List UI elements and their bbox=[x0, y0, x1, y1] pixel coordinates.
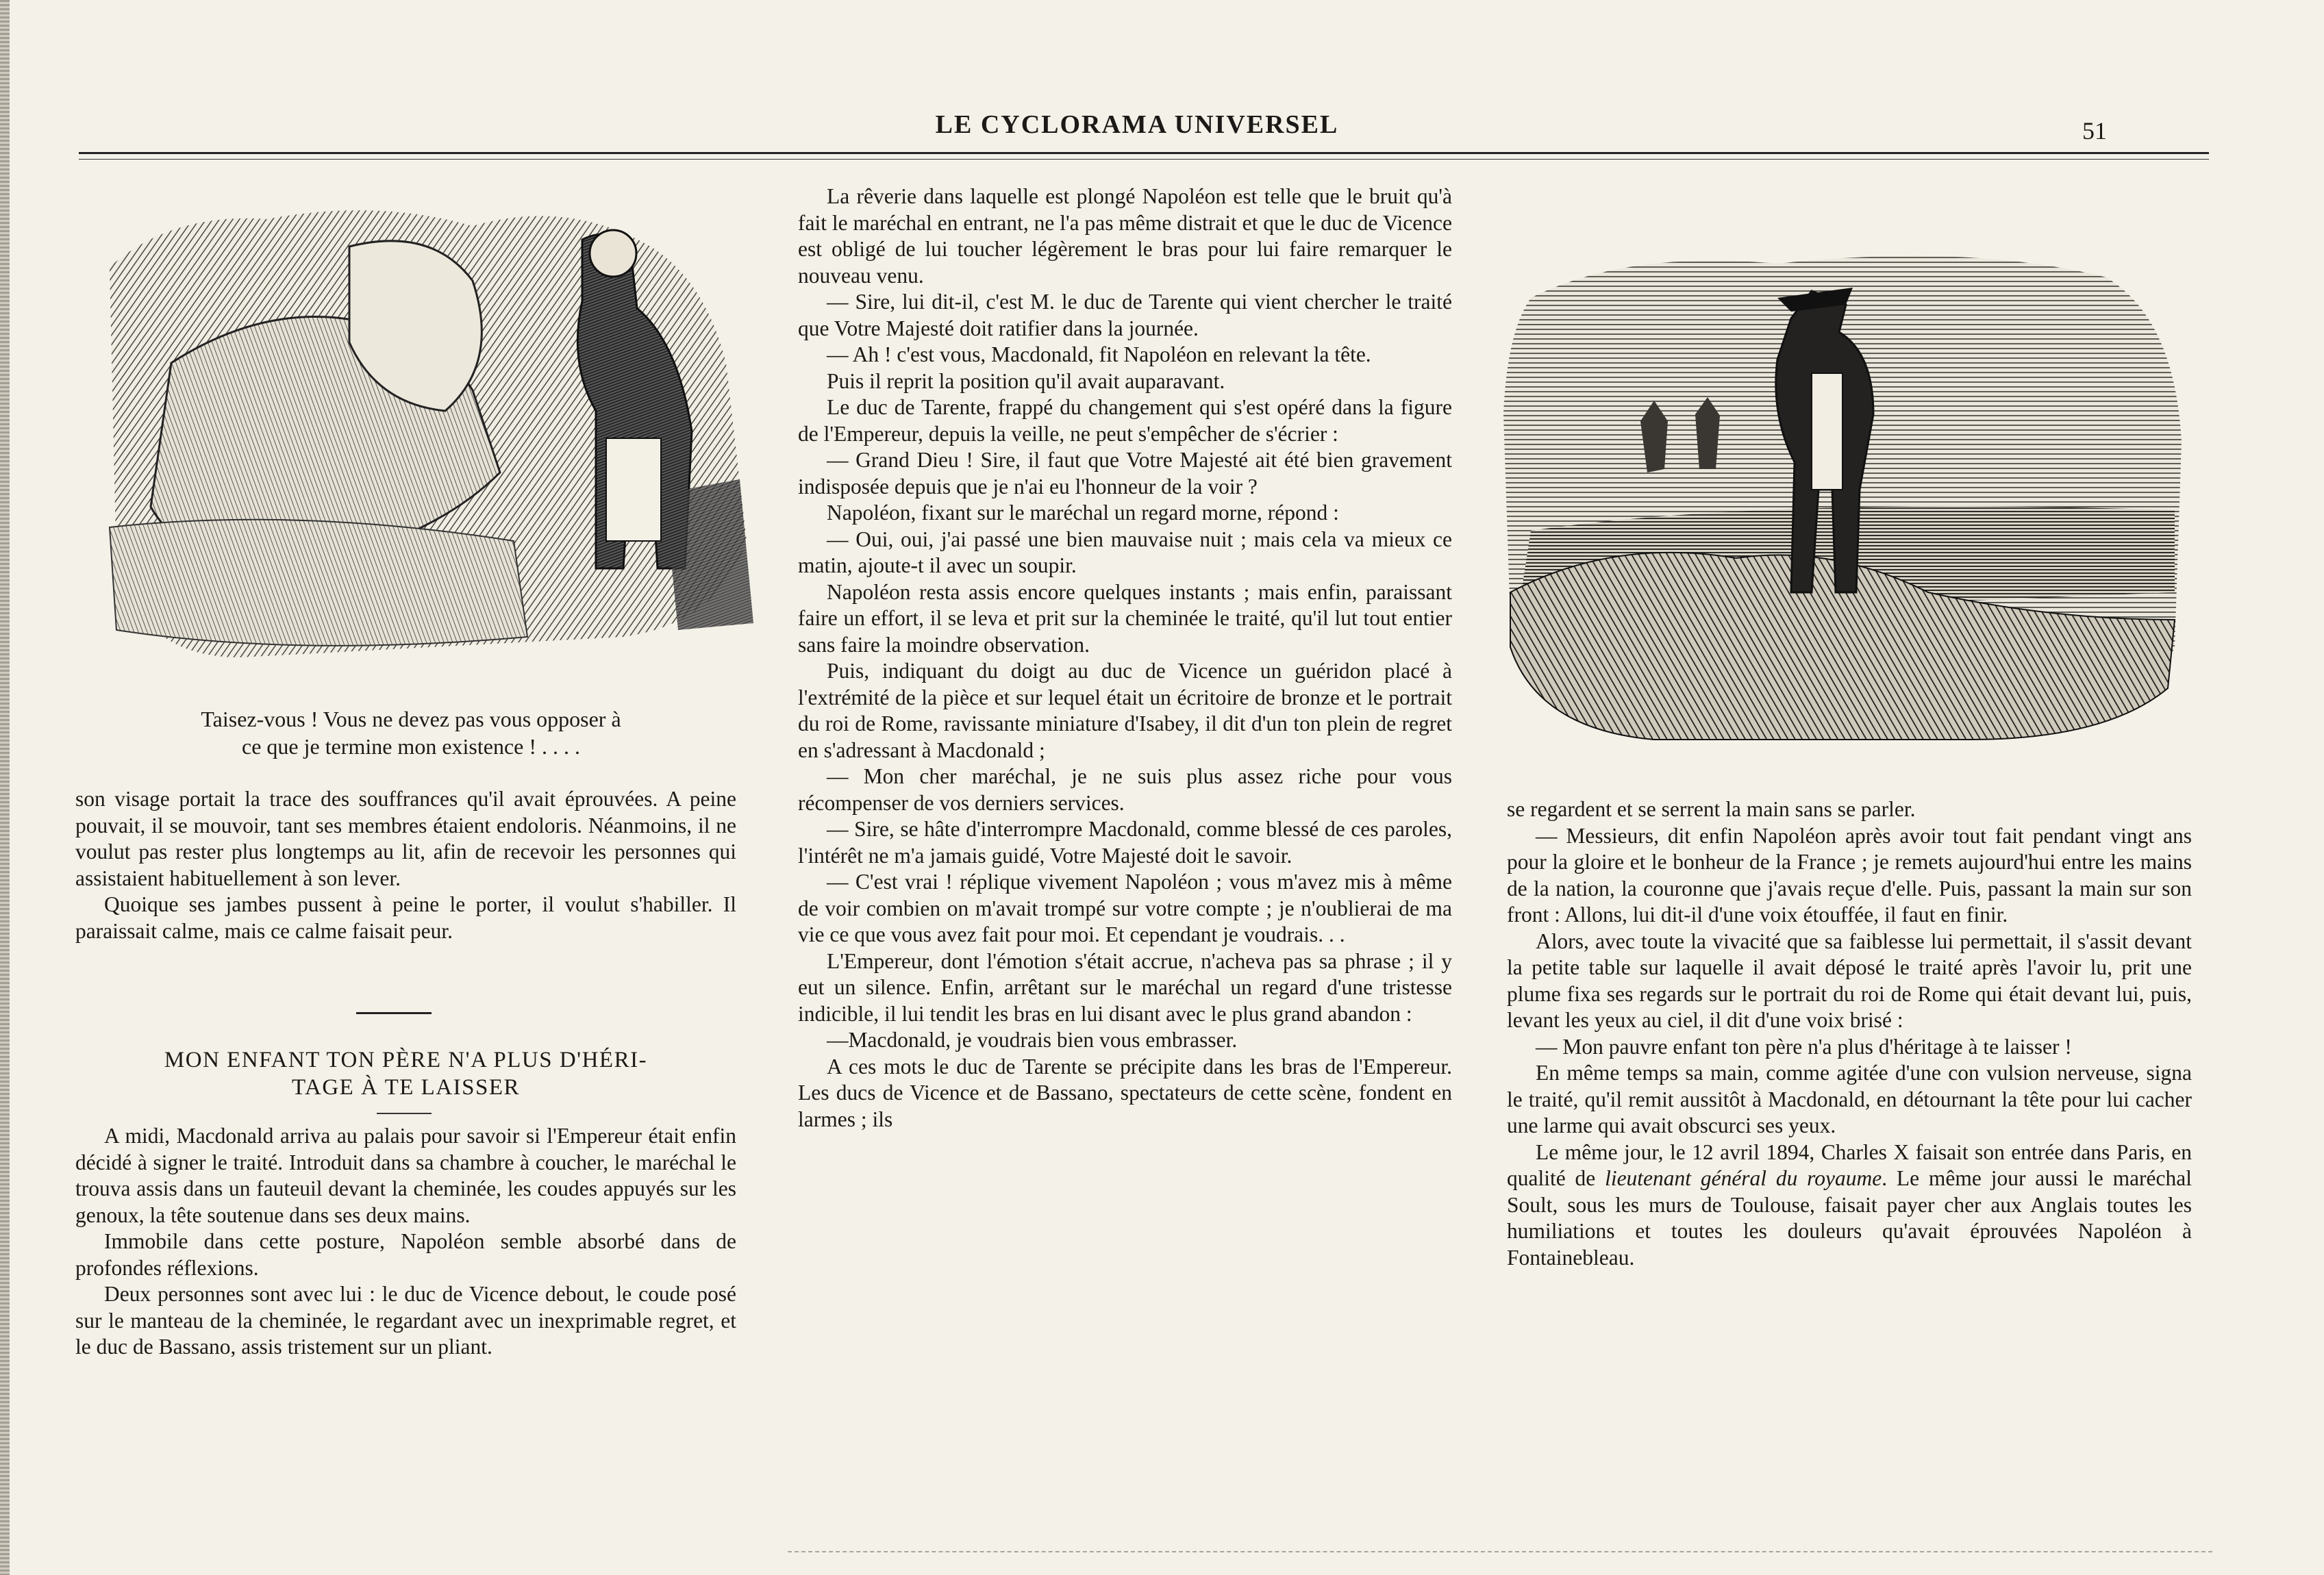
paragraph: — Mon pauvre enfant ton père n'a plus d'héritage à te laisser ! bbox=[1536, 1034, 2072, 1059]
paragraph: — Ah ! c'est vous, Macdonald, fit Napoléon en relevant la tête. bbox=[827, 342, 1371, 366]
paragraph: son visage portait la trace des souffrances qu'il avait éprouvées. A peine pouvait, il se mouvoir, tant ses membres étaient endoloris. Néanmoins, il ne voulut pas rester plus longtemps au lit, afin de recevoir les personnes qui assistaient habituellement à son lever. bbox=[75, 787, 736, 890]
paragraph: Le duc de Tarente, frappé du changement qui s'est opéré dans la figure de l'Empereur, depuis la veille, ne peut s'empêcher de s'écrier : bbox=[798, 395, 1452, 446]
section-separator bbox=[356, 1012, 432, 1014]
paragraph: se regardent et se serrent la main sans se parler. bbox=[1507, 797, 1916, 821]
page-header-title: LE CYCLORAMA UNIVERSEL bbox=[935, 110, 1339, 139]
paragraph: La rêverie dans laquelle est plongé Napoléon est telle que le bruit qu'à fait le maréchal en entrant, ne l'a pas même distrait et que le duc de Vicence est obligé de lui toucher légèrement le bras pour lui faire remarquer le nouveau venu. bbox=[798, 184, 1452, 288]
paragraph: Quoique ses jambes pussent à peine le porter, il voulut s'habiller. Il paraissait calme, mais ce calme faisait peur. bbox=[75, 892, 736, 943]
bottom-print-marks bbox=[788, 1551, 2212, 1557]
paragraph: Puis, indiquant du doigt au duc de Vicence un guéridon placé à l'extrémité de la pièce et sur lequel était un écritoire de bronze et le portrait du roi de Rome, ravissante miniature d'Isabey, il dit d'un ton plein de regret en s'adressant à Macdonald ; bbox=[798, 659, 1452, 762]
paragraph: Alors, avec toute la vivacité que sa faiblesse lui permettait, il s'assit devant la petite table sur laquelle il avait déposé le traité après l'avoir lu, prit une plume fixa ses regards sur le portrait du roi de Rome qui était devant lui, puis, levant les yeux au ciel, il dit d'une voix brisé : bbox=[1507, 929, 2192, 1032]
paragraph: — C'est vrai ! réplique vivement Napoléon ; vous m'avez mis à même de voir combien on m'avait trompé sur votre compte ; je n'oublierai de ma vie ce que vous avez fait pour moi. Et cependant je voudrais. . . bbox=[798, 870, 1452, 946]
paragraph: A ces mots le duc de Tarente se précipite dans les bras de l'Empereur. Les ducs de Vicence et de Bassano, spectateurs de cette scène, fondent en larmes ; ils bbox=[798, 1054, 1452, 1131]
heading-underline bbox=[377, 1113, 432, 1114]
page-number: 51 bbox=[2082, 117, 2107, 144]
section-heading-line-1: MON ENFANT TON PÈRE N'A PLUS D'HÉRI- bbox=[164, 1048, 648, 1072]
paragraph: Puis il reprit la position qu'il avait auparavant. bbox=[827, 368, 1225, 393]
illustration-bedroom-scene bbox=[89, 185, 781, 671]
paragraph: En même temps sa main, comme agitée d'une con vulsion nerveuse, signa le traité, qu'il remit aussitôt à Macdonald, en détournant la tête pour lui cacher une larme qui avait obscurci ses yeux. bbox=[1507, 1061, 2192, 1137]
text-run: Le même jour, le 12 avril 1894, Charles X faisait son entrée dans Paris, en qualité de bbox=[1507, 1139, 2192, 1190]
paragraph: — Sire, lui dit-il, c'est M. le duc de Tarente qui vient chercher le traité que Votre Majesté doit ratifier dans la journée. bbox=[798, 290, 1452, 340]
caption-line-2: ce que je termine mon existence ! . . . . bbox=[241, 734, 581, 759]
scan-edge bbox=[0, 0, 10, 1575]
paragraph: Napoléon, fixant sur le maréchal un regard morne, répond : bbox=[827, 501, 1339, 525]
italic-text: lieutenant général du royaume bbox=[1605, 1166, 1882, 1190]
column-2-text bbox=[798, 184, 1452, 1133]
paragraph: Napoléon resta assis encore quelques instants ; mais enfin, paraissant faire un effort, il se leva et prit sur la cheminée le traité, qu'il lut tout entier sans faire la moindre observation. bbox=[798, 579, 1452, 657]
paragraph: — Sire, se hâte d'interrompre Macdonald, comme blessé de ces paroles, l'intérêt ne m'a jamais guidé, Votre Majesté doit le savoir. bbox=[798, 817, 1452, 868]
paragraph: Deux personnes sont avec lui : le duc de Vicence debout, le coude posé sur le manteau de la cheminée, le regardant avec un inexprimable regret, et le duc de Bassano, assis tristement sur un pliant. bbox=[75, 1282, 736, 1359]
text-run: . Le même jour aussi le maréchal Soult, sous les murs de Toulouse, faisait payer cher aux Anglais toutes les humiliations et toutes les douleurs qu'avait éprouvées Napoléon à Fontainebleau. bbox=[1507, 1166, 2192, 1270]
paragraph: L'Empereur, dont l'émotion s'était accrue, n'acheva pas sa phrase ; il y eut un silence. Enfin, arrêtant sur le maréchal un regard d'une tristesse indicible, il lui tendit les bras en lui disant avec le plus grand abandon : bbox=[798, 948, 1452, 1026]
column-1-lower-text bbox=[75, 1123, 736, 1361]
caption-line-1: Taisez-vous ! Vous ne devez pas vous opposer à bbox=[201, 707, 621, 731]
paragraph: — Grand Dieu ! Sire, il faut que Votre Majesté ait été bien gravement indisposée depuis que je n'ai eu l'honneur de la voir ? bbox=[798, 448, 1452, 499]
column-1-upper-text bbox=[75, 786, 736, 944]
illustration-rock-scene bbox=[1490, 236, 2195, 746]
section-heading bbox=[75, 1046, 736, 1101]
paragraph: — Mon cher maréchal, je ne suis plus assez riche pour vous récompenser de vos derniers services. bbox=[798, 764, 1452, 815]
header-rule-thick bbox=[79, 152, 2209, 154]
paragraph-closing bbox=[1507, 1139, 2192, 1272]
column-3-text bbox=[1507, 796, 2192, 1271]
paragraph: — Messieurs, dit enfin Napoléon après avoir tout fait pendant vingt ans pour la gloire et le bonheur de la France ; je remets aujourd'hui entre les mains de la nation, la couronne que j'avais reçue d'elle. Puis, passant la main sur son front : Allons, lui dit-il d'une voix étouffée, il faut en finir. bbox=[1507, 823, 2192, 927]
illustration-caption bbox=[103, 705, 719, 760]
section-heading-line-2: TAGE À TE LAISSER bbox=[292, 1075, 520, 1100]
paragraph: —Macdonald, je voudrais bien vous embrasser. bbox=[827, 1028, 1238, 1052]
header-rule-thin bbox=[79, 159, 2209, 160]
paragraph: A midi, Macdonald arriva au palais pour savoir si l'Empereur était enfin décidé à signer le traité. Introduit dans sa chambre à coucher, le maréchal le trouva assis dans un fauteuil devant la cheminée, les coudes appuyés sur les genoux, la tête soutenue dans ses deux mains. bbox=[75, 1124, 736, 1227]
paragraph: — Oui, oui, j'ai passé une bien mauvaise nuit ; mais cela va mieux ce matin, ajoute-t il avec un soupir. bbox=[798, 527, 1452, 577]
paragraph: Immobile dans cette posture, Napoléon semble absorbé dans de profondes réflexions. bbox=[75, 1229, 736, 1280]
